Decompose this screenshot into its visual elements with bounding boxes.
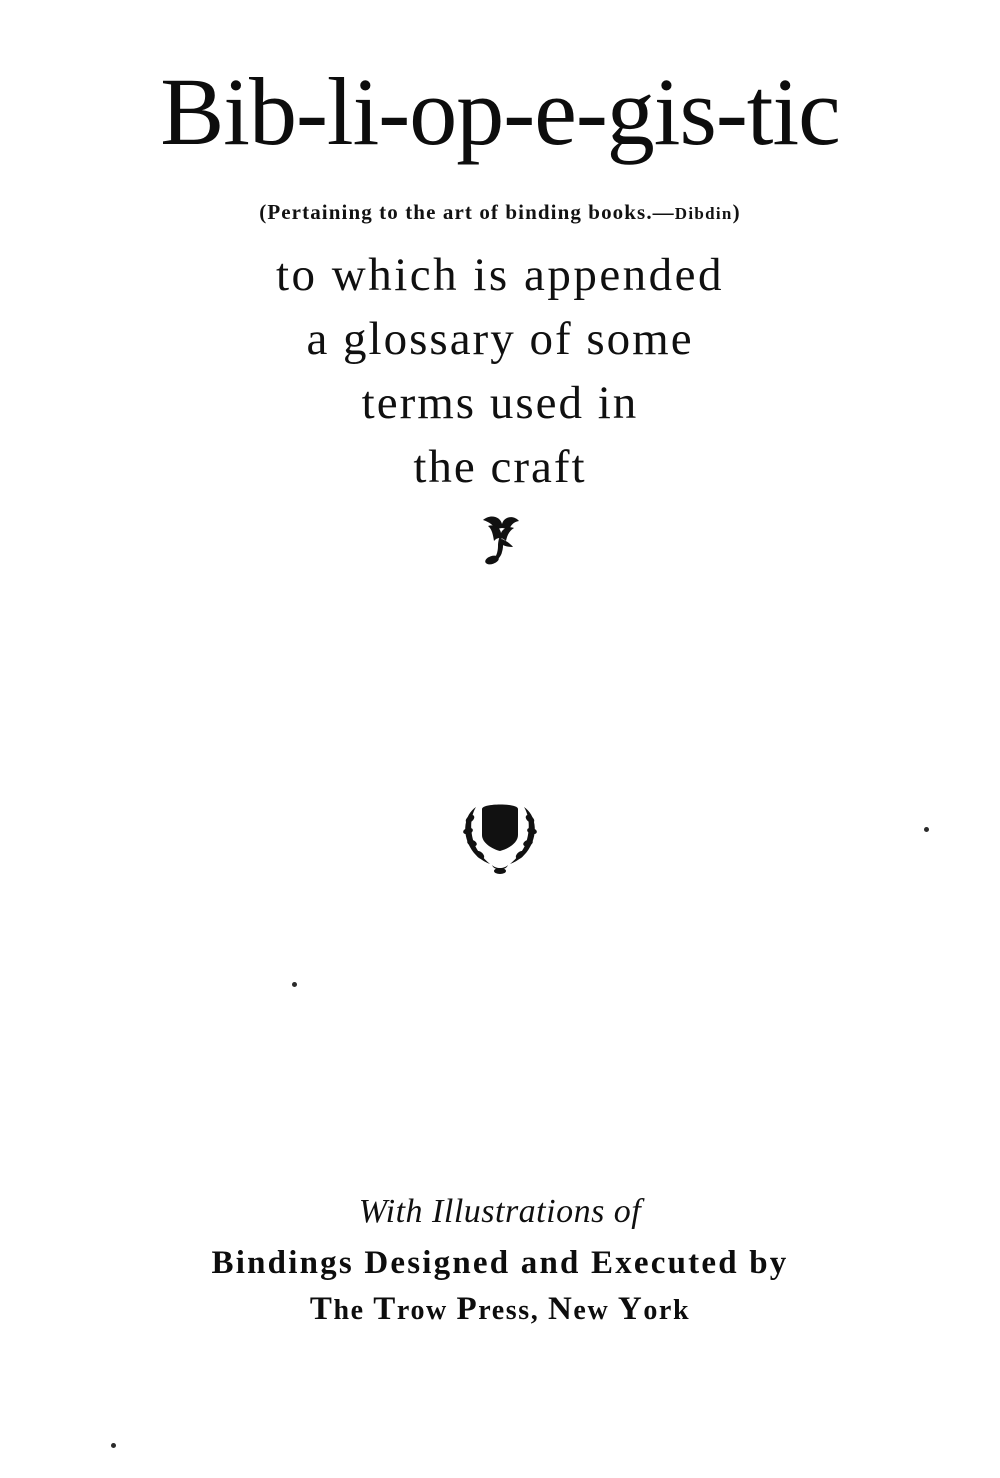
imprint-cap-y: Y xyxy=(617,1291,644,1327)
printers-device-icon xyxy=(450,785,550,885)
subtitle-line-1: to which is appended xyxy=(275,249,725,301)
imprint-ress: ress, xyxy=(478,1295,548,1326)
gloss-attribution: Dibdin xyxy=(674,204,733,223)
imprint-line-3 xyxy=(0,1288,1000,1332)
imprint-he: he xyxy=(333,1295,374,1326)
imprint-cap-n: N xyxy=(547,1291,574,1327)
scan-speck xyxy=(924,827,929,832)
imprint-ew: ew xyxy=(573,1295,618,1326)
imprint-cap-t2: T xyxy=(373,1291,397,1327)
imprint-block xyxy=(0,1190,1000,1332)
page-title: Bib-li-op-e-gis-tic xyxy=(160,58,840,165)
imprint-row: row xyxy=(396,1295,457,1326)
subtitle-line-3: terms used in xyxy=(361,377,639,429)
imprint-line-1: With Illustrations of xyxy=(358,1193,642,1230)
imprint-cap-t: T xyxy=(309,1291,334,1327)
gloss-line xyxy=(0,200,1000,225)
subtitle-line-2: a glossary of some xyxy=(306,313,694,365)
subtitle-line-4: the craft xyxy=(413,441,587,493)
scan-speck xyxy=(111,1443,116,1448)
gloss-suffix: ) xyxy=(732,200,741,224)
leaf-ornament xyxy=(470,512,530,567)
imprint-line-2: Bindings Designed and Executed by xyxy=(211,1245,789,1281)
subtitle-block xyxy=(0,243,1000,499)
imprint-ork: ork xyxy=(643,1295,691,1326)
scan-speck xyxy=(292,982,297,987)
gloss-prefix: (Pertaining to the art of binding books.— xyxy=(259,200,675,224)
imprint-cap-p: P xyxy=(456,1291,479,1327)
